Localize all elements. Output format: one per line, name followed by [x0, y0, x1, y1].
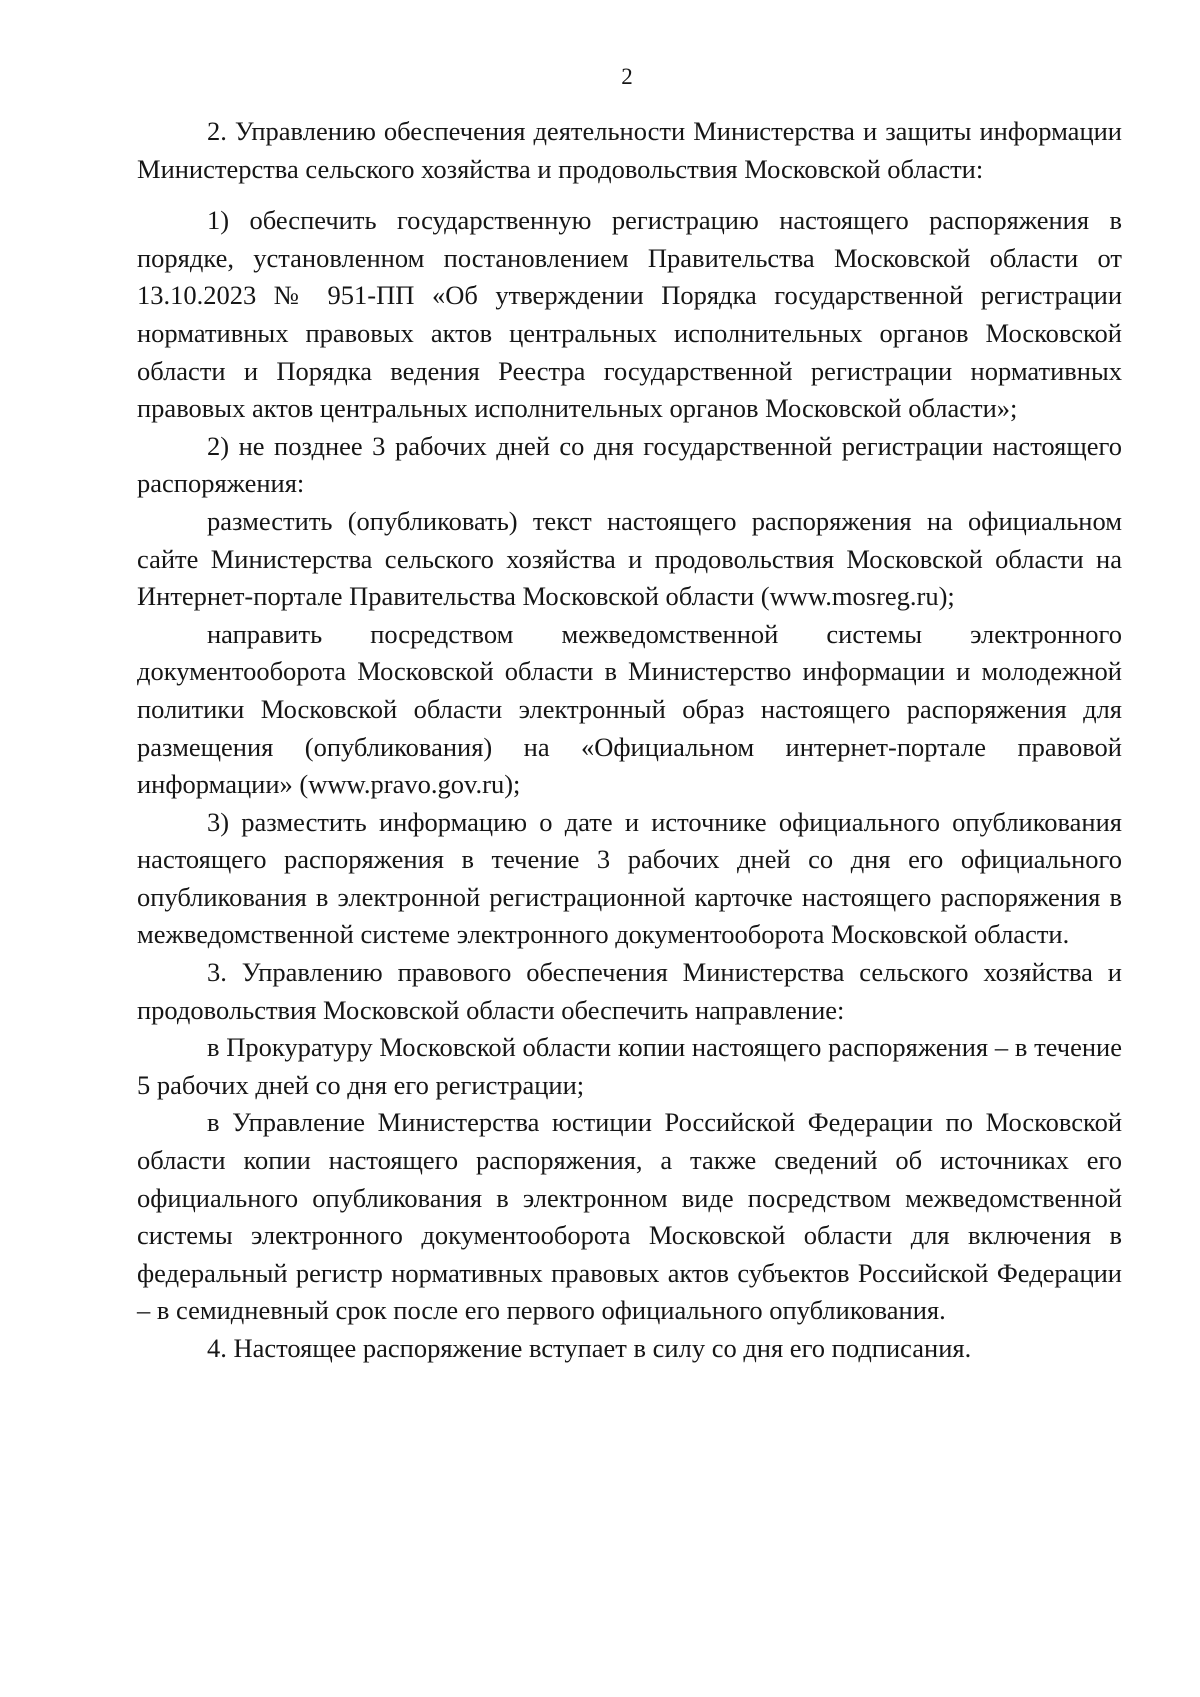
- paragraph-section-3: 3. Управлению правового обеспечения Министерства сельского хозяйства и продовольствия Московской области обеспечить направление:: [137, 957, 1122, 1025]
- paragraph-section-4: 4. Настоящее распоряжение вступает в силу со дня его подписания.: [207, 1333, 972, 1363]
- paragraph-publish-mosreg: разместить (опубликовать) текст настоящего распоряжения на официальном сайте Министерства сельского хозяйства и продовольствия Московской области на Интернет-портале Правительства Московской области (www.mosreg.ru);: [137, 505, 1122, 612]
- page-number: 2: [621, 64, 633, 89]
- document-body: [137, 113, 1122, 1368]
- paragraph-prosecutor: в Прокуратуру Московской области копии настоящего распоряжения – в течение 5 рабочих дней со дня его регистрации;: [137, 1032, 1122, 1100]
- paragraph-section-2: 2. Управлению обеспечения деятельности Министерства и защиты информации Министерства сельского хозяйства и продовольствия Московской области:: [137, 116, 1122, 184]
- paragraph-send-pravo: направить посредством межведомственной системы электронного документооборота Московской области в Министерство информации и молодежной политики Московской области электронный образ настоящего распоряжения для размещения (опубликования) на «Официальном интернет-портале правовой информации» (www.pravo.gov.ru);: [137, 618, 1122, 800]
- paragraph-item-2-deadline: 2) не позднее 3 рабочих дней со дня государственной регистрации настоящего распоряжения:: [137, 430, 1122, 499]
- paragraph-item-3-publication-info: 3) разместить информацию о дате и источнике официального опубликования настоящего распоряжения в течение 3 рабочих дней со дня его официального опубликования в электронной регистрационной карточке настоящего распоряжения в межведомственной системе электронного документооборота Московской области.: [137, 806, 1122, 950]
- paragraph-item-1-registration: 1) обеспечить государственную регистрацию настоящего распоряжения в порядке, установленном постановлением Правительства Московской области от 13.10.2023 № 951-ПП «Об утверждении Порядка государственной регистрации нормативных правовых актов центральных исполнительных органов Московской области и Порядка ведения Реестра государственной регистрации нормативных правовых актов центральных исполнительных органов Московской области»;: [137, 205, 1122, 424]
- paragraph-justice-ministry: в Управление Министерства юстиции Российской Федерации по Московской области копии настоящего распоряжения, а также сведений об источниках его официального опубликования в электронном виде посредством межведомственной системы электронного документооборота Московской области для включения в федеральный регистр нормативных правовых актов субъектов Российской Федерации – в семидневный срок после его первого официального опубликования.: [137, 1107, 1122, 1326]
